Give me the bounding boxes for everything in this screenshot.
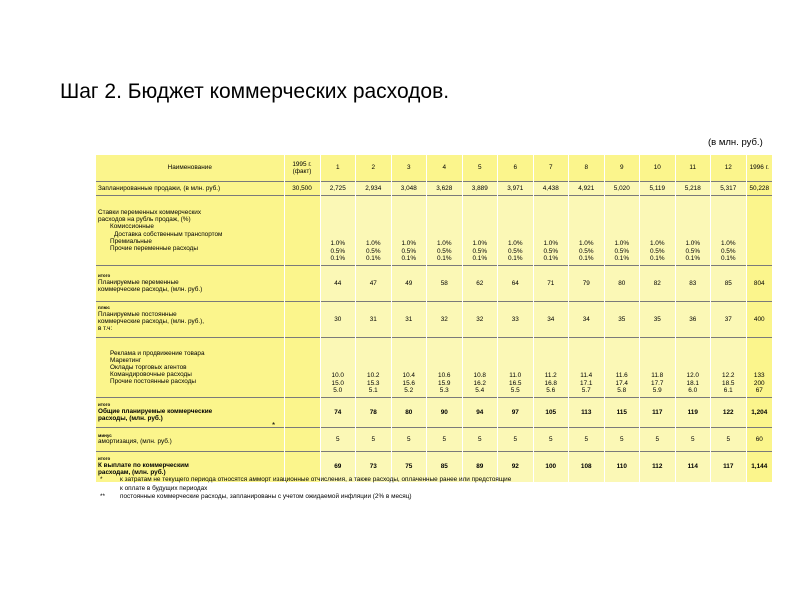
cell: 5 bbox=[533, 428, 569, 452]
header-month: 7 bbox=[533, 155, 569, 182]
row-label: итого Планируемые переменные коммерческие расходы, (млн. руб.) bbox=[96, 266, 284, 302]
cell: 5,218 bbox=[675, 182, 711, 196]
cell: 69 bbox=[320, 452, 356, 482]
header-month: 4 bbox=[427, 155, 463, 182]
header-month: 9 bbox=[604, 155, 640, 182]
cell: 3,628 bbox=[427, 182, 463, 196]
table-row-depreciation bbox=[96, 428, 772, 452]
cell: 5 bbox=[569, 428, 605, 452]
cell: 5 bbox=[320, 428, 356, 452]
footnote-1: * к затратам не текущего периода относятся амморт изационные отчисления, а также расходы, оплаченные ранее или предстоящие к оплате в будущих периодах bbox=[100, 476, 512, 492]
header-month: 1 bbox=[320, 155, 356, 182]
cell: 1.0% 0.5% 0.1% bbox=[533, 196, 569, 266]
cell: 44 bbox=[320, 266, 356, 302]
cell: 1.0% 0.5% 0.1% bbox=[604, 196, 640, 266]
cell: 1.0% 0.5% 0.1% bbox=[498, 196, 534, 266]
cell: 73 bbox=[356, 452, 392, 482]
cell: 5 bbox=[498, 428, 534, 452]
cell: 32 bbox=[427, 302, 463, 338]
cell: 5 bbox=[356, 428, 392, 452]
footnote-mark: ** bbox=[100, 493, 105, 501]
cell: 85 bbox=[711, 266, 747, 302]
cell: 71 bbox=[533, 266, 569, 302]
cell: 37 bbox=[711, 302, 747, 338]
header-month: 6 bbox=[498, 155, 534, 182]
cell: 83 bbox=[675, 266, 711, 302]
cell: 5 bbox=[711, 428, 747, 452]
cell: 32 bbox=[462, 302, 498, 338]
cell: 31 bbox=[391, 302, 427, 338]
cell-total: 50,228 bbox=[746, 182, 772, 196]
cell: 74 bbox=[320, 398, 356, 428]
cell: 47 bbox=[356, 266, 392, 302]
header-month: 5 bbox=[462, 155, 498, 182]
cell: 112 bbox=[640, 452, 676, 482]
cell: 11.0 16.5 5.5 bbox=[498, 338, 534, 398]
header-month: 3 bbox=[391, 155, 427, 182]
cell: 85 bbox=[427, 452, 463, 482]
cell: 82 bbox=[640, 266, 676, 302]
header-month: 12 bbox=[711, 155, 747, 182]
row-label: итого К выплате по коммерческим расходам, (млн. руб.) bbox=[96, 452, 284, 482]
depreciation-star: * bbox=[272, 421, 276, 430]
cell: 78 bbox=[356, 398, 392, 428]
cell-total: 133 200 67 bbox=[746, 338, 772, 398]
footnote-mark: * bbox=[100, 476, 103, 483]
cell: 90 bbox=[427, 398, 463, 428]
cell: 80 bbox=[604, 266, 640, 302]
cell: 10.2 15.3 5.1 bbox=[356, 338, 392, 398]
cell: 35 bbox=[604, 302, 640, 338]
cell: 3,971 bbox=[498, 182, 534, 196]
footnote-2: ** постоянные коммерческие расходы, запланированы с учетом ожидаемой инфляции (2% в месяц) bbox=[100, 493, 412, 501]
table-header-row bbox=[96, 155, 772, 182]
cell: 3,889 bbox=[462, 182, 498, 196]
slide-title: Шаг 2. Бюджет коммерческих расходов. bbox=[60, 80, 450, 103]
cell: 10.4 15.6 5.2 bbox=[391, 338, 427, 398]
row-label: Ставки переменных коммерческих расходов на рубль продаж, (%) Комиссионные Доставка собственным транспортом Премиальные Прочие переменные расходы bbox=[96, 196, 284, 266]
cell: 1.0% 0.5% 0.1% bbox=[320, 196, 356, 266]
cell: 1.0% 0.5% 0.1% bbox=[391, 196, 427, 266]
cell: 35 bbox=[640, 302, 676, 338]
row-label: плюс Планируемые постоянные коммерческие расходы, (млн. руб.), в т.ч: bbox=[96, 302, 284, 338]
cell: 94 bbox=[462, 398, 498, 428]
cell: 5 bbox=[462, 428, 498, 452]
cell-total: 1,144 bbox=[746, 452, 772, 482]
cell: 11.8 17.7 5.9 bbox=[640, 338, 676, 398]
cell-base bbox=[284, 196, 320, 266]
cell: 31 bbox=[356, 302, 392, 338]
cell: 36 bbox=[675, 302, 711, 338]
cell: 33 bbox=[498, 302, 534, 338]
header-month: 2 bbox=[356, 155, 392, 182]
row-label: минус амортизация, (млн. руб.) bbox=[96, 428, 284, 452]
cell: 113 bbox=[569, 398, 605, 428]
cell-base bbox=[284, 338, 320, 398]
cell-total: 804 bbox=[746, 266, 772, 302]
header-year-total: 1996 г. bbox=[746, 155, 772, 182]
cell: 10.8 16.2 5.4 bbox=[462, 338, 498, 398]
unit-note: (в млн. руб.) bbox=[708, 137, 763, 148]
cell: 5,020 bbox=[604, 182, 640, 196]
cell: 100 bbox=[533, 452, 569, 482]
cell: 2,725 bbox=[320, 182, 356, 196]
row-label: Реклама и продвижение товара Маркетинг Оклады торговых агентов Командировочные расходы Прочие постоянные расходы bbox=[96, 338, 284, 398]
cell: 5 bbox=[391, 428, 427, 452]
cell-base: 30,500 bbox=[284, 182, 320, 196]
cell: 10.6 15.9 5.3 bbox=[427, 338, 463, 398]
cell: 11.4 17.1 5.7 bbox=[569, 338, 605, 398]
cell: 4,921 bbox=[569, 182, 605, 196]
cell: 114 bbox=[675, 452, 711, 482]
budget-table bbox=[96, 155, 772, 482]
cell: 4,438 bbox=[533, 182, 569, 196]
cell-total: 400 bbox=[746, 302, 772, 338]
cell: 5,119 bbox=[640, 182, 676, 196]
cell: 92 bbox=[498, 452, 534, 482]
cell: 115 bbox=[604, 398, 640, 428]
table-row-total bbox=[96, 398, 772, 428]
row-label: Запланированные продажи, (в млн. руб.) bbox=[96, 182, 284, 196]
cell: 30 bbox=[320, 302, 356, 338]
cell: 97 bbox=[498, 398, 534, 428]
cell: 1.0% 0.5% 0.1% bbox=[356, 196, 392, 266]
header-month: 11 bbox=[675, 155, 711, 182]
row-label: итого Общие планируемые коммерческие расходы, (млн. руб.) bbox=[96, 398, 284, 428]
cell: 119 bbox=[675, 398, 711, 428]
cell: 79 bbox=[569, 266, 605, 302]
header-name: Наименование bbox=[96, 155, 284, 182]
cell-total bbox=[746, 196, 772, 266]
cell: 108 bbox=[569, 452, 605, 482]
cell: 34 bbox=[569, 302, 605, 338]
cell: 117 bbox=[711, 452, 747, 482]
cell: 1.0% 0.5% 0.1% bbox=[675, 196, 711, 266]
table-row-variable bbox=[96, 266, 772, 302]
cell: 5 bbox=[604, 428, 640, 452]
cell: 5 bbox=[675, 428, 711, 452]
cell: 105 bbox=[533, 398, 569, 428]
cell: 80 bbox=[391, 398, 427, 428]
cell: 110 bbox=[604, 452, 640, 482]
cell: 5,317 bbox=[711, 182, 747, 196]
header-month: 8 bbox=[569, 155, 605, 182]
table-row-fixed-items bbox=[96, 338, 772, 398]
cell: 10.0 15.0 5.0 bbox=[320, 338, 356, 398]
cell: 12.2 18.5 6.1 bbox=[711, 338, 747, 398]
table-row-fixed bbox=[96, 302, 772, 338]
cell: 3,048 bbox=[391, 182, 427, 196]
cell-total: 1,204 bbox=[746, 398, 772, 428]
cell-base bbox=[284, 266, 320, 302]
cell: 122 bbox=[711, 398, 747, 428]
cell: 1.0% 0.5% 0.1% bbox=[640, 196, 676, 266]
cell: 89 bbox=[462, 452, 498, 482]
table-row-rates bbox=[96, 196, 772, 266]
header-month: 10 bbox=[640, 155, 676, 182]
header-year-base: 1995 г. (факт) bbox=[284, 155, 320, 182]
cell-base bbox=[284, 302, 320, 338]
cell: 12.0 18.1 6.0 bbox=[675, 338, 711, 398]
cell: 1.0% 0.5% 0.1% bbox=[462, 196, 498, 266]
cell: 11.2 16.8 5.6 bbox=[533, 338, 569, 398]
cell: 58 bbox=[427, 266, 463, 302]
cell: 11.6 17.4 5.8 bbox=[604, 338, 640, 398]
cell: 49 bbox=[391, 266, 427, 302]
cell: 1.0% 0.5% 0.1% bbox=[569, 196, 605, 266]
cell: 117 bbox=[640, 398, 676, 428]
cell: 75 bbox=[391, 452, 427, 482]
cell: 62 bbox=[462, 266, 498, 302]
cell-total: 60 bbox=[746, 428, 772, 452]
cell: 1.0% 0.5% 0.1% bbox=[427, 196, 463, 266]
cell: 5 bbox=[640, 428, 676, 452]
cell: 64 bbox=[498, 266, 534, 302]
cell: 5 bbox=[427, 428, 463, 452]
cell-base bbox=[284, 428, 320, 452]
footnotes bbox=[100, 476, 772, 502]
cell: 34 bbox=[533, 302, 569, 338]
cell: 1.0% 0.5% 0.1% bbox=[711, 196, 747, 266]
table-row-sales bbox=[96, 182, 772, 196]
cell: 2,934 bbox=[356, 182, 392, 196]
cell-base bbox=[284, 398, 320, 428]
